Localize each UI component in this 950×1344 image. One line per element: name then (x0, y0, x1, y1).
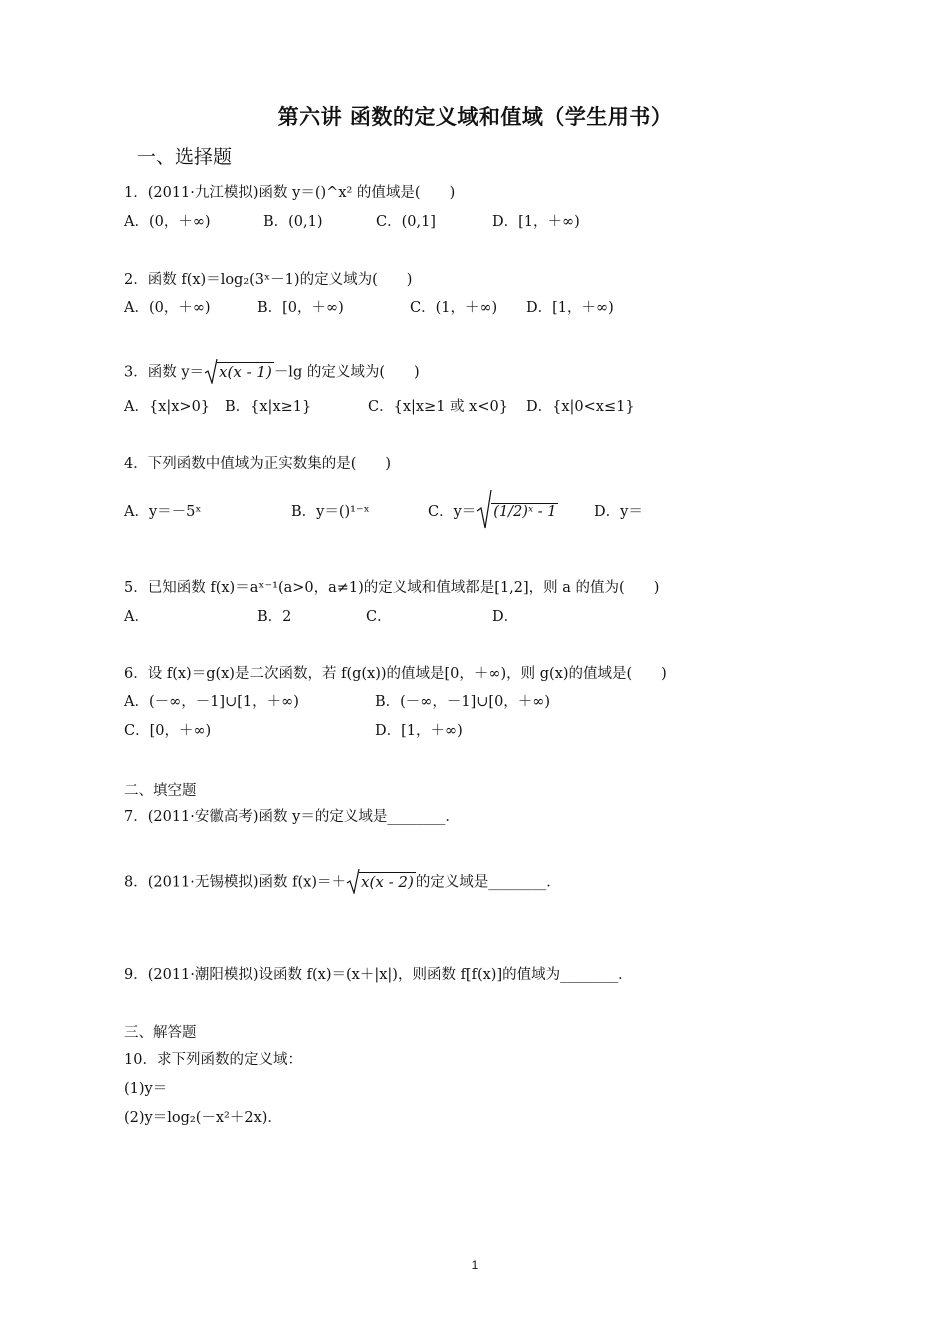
question-10: 10．求下列函数的定义域： (124, 1052, 302, 1068)
question-10-part-1: (1)y＝ (124, 1081, 168, 1097)
q3-suffix: －lg 的定义域为( ) (273, 364, 420, 381)
question-1: 1．(2011·九江模拟)函数 y＝()^x² 的值域是( ) (124, 185, 456, 201)
q2-option-d: D．[1，＋∞) (526, 300, 614, 316)
question-3 (124, 361, 420, 383)
q5-option-a: A． (124, 609, 149, 625)
question-5: 5．已知函数 f(x)＝aˣ⁻¹(a>0，a≠1)的定义域和值域都是[1,2]，则 a 的值为( ) (124, 580, 660, 596)
q2-option-c: C．(1，＋∞) (410, 300, 498, 316)
question-6: 6．设 f(x)＝g(x)是二次函数，若 f(g(x))的值域是[0，＋∞)，则 g(x)的值域是( ) (124, 666, 667, 682)
q1-option-d: D．[1，＋∞) (492, 214, 580, 230)
section-heading-choice: 一、选择题 (137, 146, 233, 168)
question-7: 7．(2011·安徽高考)函数 y＝的定义域是________． (124, 809, 460, 825)
q4c-radicand: (1/2)ˣ - 1 (493, 504, 557, 520)
page-number: 1 (471, 1258, 479, 1272)
q5-option-d: D． (492, 609, 519, 625)
sqrt-sign-icon (204, 358, 218, 384)
q5-option-b: B．2 (257, 609, 292, 625)
q3-radicand: x(x - 1) (219, 363, 272, 381)
q6-option-d: D．[1，＋∞) (375, 723, 463, 739)
q3-option-b: B．{x|x≥1} (225, 399, 312, 415)
q3-option-c: C．{x|x≥1 或 x<0} (368, 399, 508, 415)
q8-suffix: 的定义域是________． (415, 874, 561, 891)
q4-option-a: A．y＝－5ˣ (124, 504, 202, 520)
question-8 (124, 871, 561, 893)
section-heading-answer: 三、解答题 (124, 1025, 197, 1041)
q8-radicand: x(x - 2) (361, 873, 414, 891)
q3-option-a: A．{x|x>0} (124, 399, 211, 415)
q6-option-c: C．[0，＋∞) (124, 723, 212, 739)
q4-option-c (428, 501, 558, 523)
q4c-prefix: C．y＝ (428, 504, 477, 520)
q1-option-b: B．(0,1) (263, 214, 323, 230)
q2-option-a: A．(0，＋∞) (124, 300, 211, 316)
sqrt-sign-icon (346, 868, 360, 894)
q3-prefix: 3．函数 y＝ (124, 364, 205, 381)
q6-option-a: A．(－∞，－1]∪[1，＋∞) (124, 694, 299, 710)
q3-sqrt (204, 361, 274, 384)
q4-option-d: D．y＝ (594, 504, 643, 520)
q1-option-a: A．(0，＋∞) (124, 214, 211, 230)
question-9: 9．(2011·潮阳模拟)设函数 f(x)＝(x＋|x|)，则函数 f[f(x)]的值域为________． (124, 967, 633, 983)
q5-option-c: C． (366, 609, 392, 625)
page-title: 第六讲 函数的定义域和值域（学生用书） (277, 105, 673, 129)
q4-option-b: B．y＝()¹⁻ˣ (291, 504, 370, 520)
q1-option-c: C．(0,1] (376, 214, 436, 230)
q8-prefix: 8．(2011·无锡模拟)函数 f(x)＝＋ (124, 874, 347, 891)
question-10-part-2: (2)y＝log₂(－x²＋2x)． (124, 1110, 282, 1126)
q4c-sqrt (476, 501, 558, 523)
question-4: 4．下列函数中值域为正实数集的是( ) (124, 456, 392, 472)
q6-option-b: B．(－∞，－1]∪[0，＋∞) (375, 694, 551, 710)
q2-option-b: B．[0，＋∞) (257, 300, 344, 316)
q8-sqrt (346, 871, 416, 894)
question-2: 2．函数 f(x)＝log₂(3ˣ－1)的定义域为( ) (124, 272, 413, 288)
sqrt-sign-icon (476, 489, 492, 529)
q3-option-d: D．{x|0<x≤1} (526, 399, 635, 415)
section-heading-fill: 二、填空题 (124, 783, 197, 799)
